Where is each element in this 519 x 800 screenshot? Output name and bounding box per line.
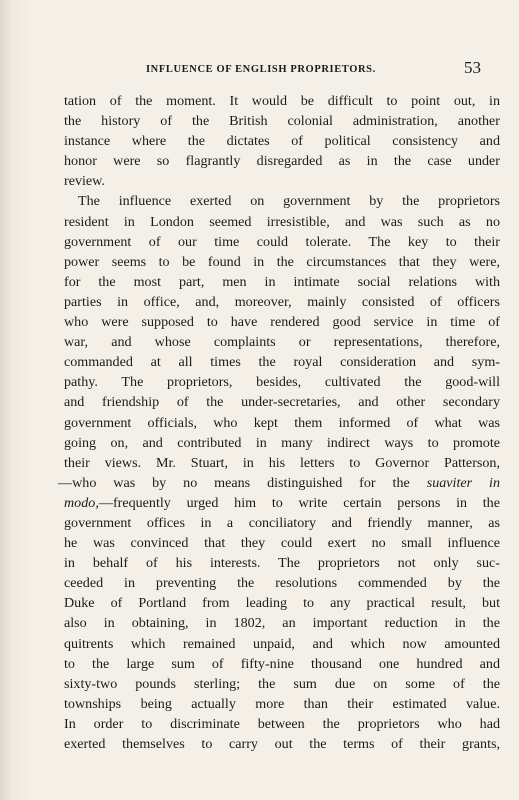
page-number: 53 [464, 58, 481, 77]
text-line: ceeded in preventing the resolutions commended by the [64, 575, 500, 592]
text-line: exerted themselves to carry out the terms of their grants, [64, 736, 500, 752]
text-line: going on, and contributed in many indirect ways to promote [64, 434, 500, 451]
text-line: for the most part, men in intimate social relations with [64, 273, 500, 290]
text-line [64, 493, 500, 513]
text-line: and friendship of the under-secretaries, and other secondary [64, 394, 500, 411]
text-line: sixty-two pounds sterling; the sum due on some of the [64, 675, 500, 692]
text-line: war, and whose complaints or representations, therefore, [64, 334, 500, 351]
page-header [0, 58, 519, 80]
text-line: resident in London seemed irresistible, and was such as no [64, 213, 500, 230]
text-line: the history of the British colonial administration, another [64, 113, 500, 130]
text-line: power seems to be found in the circumstances that they were, [64, 253, 500, 270]
text-line: parties in office, and, moreover, mainly consisted of officers [64, 293, 500, 310]
text-line: government offices in a conciliatory and friendly manner, as [64, 514, 500, 531]
text-line: government officials, who kept them informed of what was [64, 414, 500, 431]
text-line: townships being actually more than their estimated value. [64, 695, 500, 712]
text-line: government of our time could tolerate. The key to their [64, 233, 500, 250]
body-text [58, 91, 500, 754]
text-line: quitrents which remained unpaid, and which now amounted [64, 635, 500, 652]
text-line: who were supposed to have rendered good service in time of [64, 314, 500, 331]
text-line: to the large sum of fifty-nine thousand one hundred and [64, 655, 500, 672]
running-head: INFLUENCE OF ENGLISH PROPRIETORS. [146, 64, 376, 75]
paragraph [58, 191, 500, 754]
text-segment: —frequently urged him to write certain persons in the [98, 494, 500, 511]
text-line: commanded at all times the royal consideration and sym- [64, 354, 500, 371]
text-segment: —who was by no means distinguished for the [58, 474, 410, 491]
text-line: tation of the moment. It would be difficult to point out, in [64, 93, 500, 109]
italic-phrase: modo, [64, 494, 99, 511]
text-line: review. [64, 173, 105, 190]
text-line: honor were so flagrantly disregarded as in the case under [64, 153, 500, 170]
text-line: he was convinced that they could exert no small influence [64, 535, 500, 552]
text-line: Duke of Portland from leading to any practical result, but [64, 595, 500, 612]
text-line: In order to discriminate between the proprietors who had [64, 715, 500, 732]
text-line: in behalf of his interests. The proprietors not only suc- [64, 555, 500, 572]
paragraph [64, 91, 500, 191]
text-line: instance where the dictates of political consistency and [64, 133, 500, 150]
text-line: The influence exerted on government by the proprietors [78, 193, 500, 210]
text-line: their views. Mr. Stuart, in his letters to Governor Patterson, [64, 454, 500, 471]
italic-phrase: suaviter in [426, 474, 500, 491]
text-line: also in obtaining, in 1802, an important reduction in the [64, 615, 500, 632]
text-line: pathy. The proprietors, besides, cultivated the good-will [64, 374, 500, 391]
text-line [58, 473, 500, 493]
